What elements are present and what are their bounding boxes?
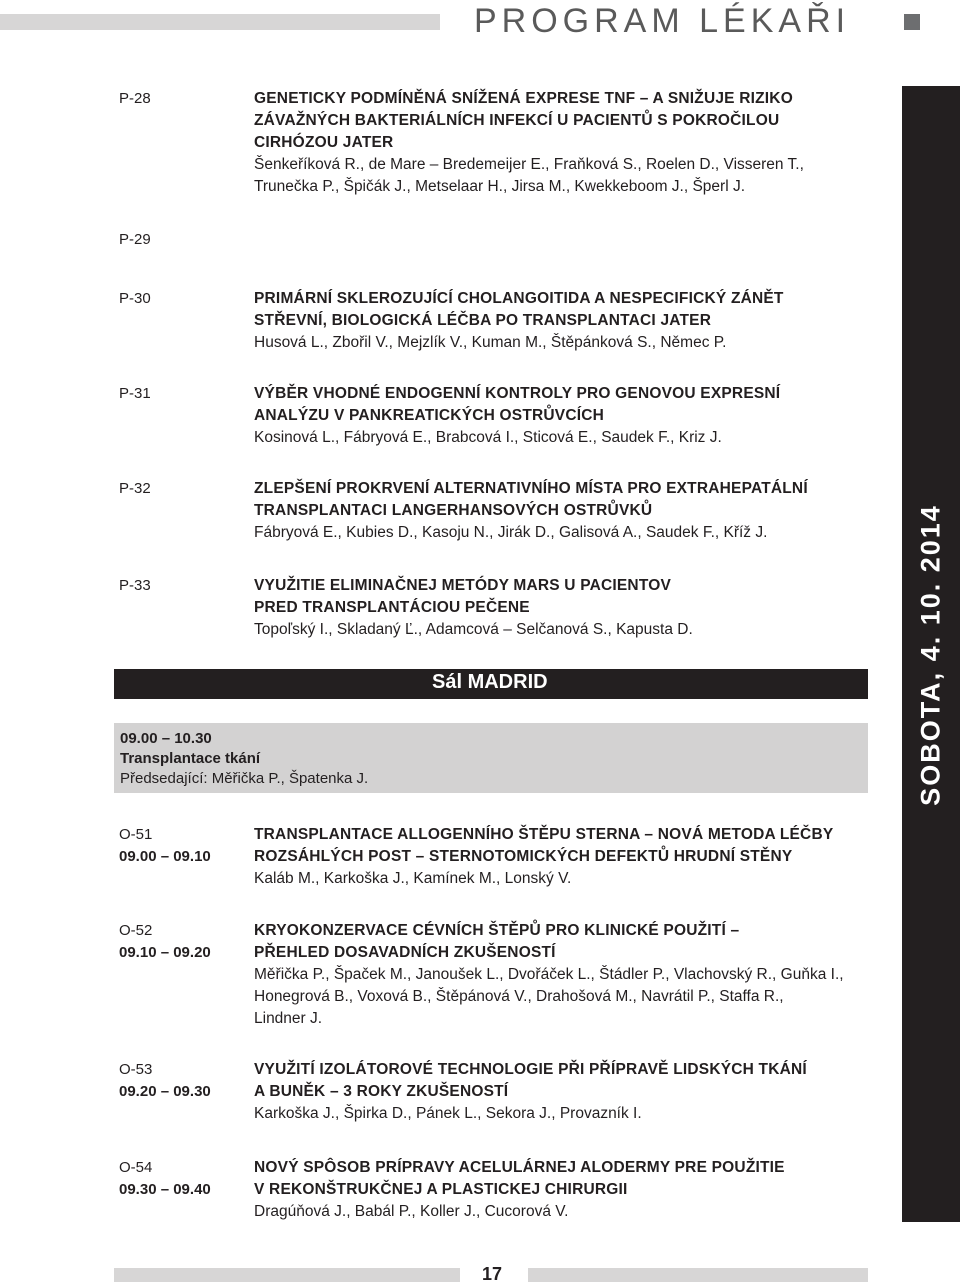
talk-title-line: PŘEHLED DOSAVADNÍCH ZKUŠENOSTÍ (254, 944, 556, 961)
poster-authors-line: Fábryová E., Kubies D., Kasoju N., Jirák D., Galisová A., Saudek F., Kříž J. (254, 524, 768, 541)
talk-code: O-52 (119, 922, 153, 939)
talk-code-block (119, 920, 211, 964)
talk-code-block (119, 1157, 211, 1201)
poster-code: P-32 (119, 480, 151, 497)
poster-authors-line: Šenkeříková R., de Mare – Bredemeijer E., Fraňková S., Roelen D., Visseren T., (254, 156, 804, 173)
poster-title-line: ZLEPŠENÍ PROKRVENÍ ALTERNATIVNÍHO MÍSTA PRO EXTRAHEPATÁLNÍ (254, 480, 808, 497)
poster-title-line: STŘEVNÍ, BIOLOGICKÁ LÉČBA PO TRANSPLANTACI JATER (254, 312, 712, 329)
session-time: 09.00 – 10.30 (120, 730, 212, 747)
talk-title-line: KRYOKONZERVACE CÉVNÍCH ŠTĚPŮ PRO KLINICKÉ POUŽITÍ – (254, 922, 740, 939)
page-header (0, 0, 960, 48)
talk-time: 09.00 – 09.10 (119, 848, 211, 865)
session-chairs: Předsedající: Měřička P., Špatenka J. (120, 770, 369, 787)
poster-code: P-31 (119, 385, 151, 402)
poster-title-line: PRIMÁRNÍ SKLEROZUJÍCÍ CHOLANGOITIDA A NESPECIFICKÝ ZÁNĚT (254, 290, 784, 307)
side-date-label: SOBOTA, 4. 10. 2014 (915, 504, 946, 806)
poster-authors-line: Kosinová L., Fábryová E., Brabcová I., Sticová E., Saudek F., Kriz J. (254, 429, 722, 446)
page-title: PROGRAM LÉKAŘI (474, 2, 851, 40)
poster-title-line: PRED TRANSPLANTÁCIOU PEČENE (254, 599, 530, 616)
talk-authors-line: Honegrová B., Voxová B., Štěpánová V., Drahošová M., Navrátil P., Staffa R., (254, 988, 784, 1005)
poster-code: P-28 (119, 90, 151, 107)
talk-title-line: NOVÝ SPÔSOB PRÍPRAVY ACELULÁRNEJ ALODERMY PRE POUŽITIE (254, 1159, 785, 1176)
talk-time: 09.20 – 09.30 (119, 1083, 211, 1100)
talk-authors-line: Karkoška J., Špirka D., Pánek L., Sekora J., Provazník I. (254, 1105, 642, 1122)
talk-authors-line: Lindner J. (254, 1010, 323, 1027)
talk-time: 09.10 – 09.20 (119, 944, 211, 961)
poster-code: P-30 (119, 290, 151, 307)
talk-title-line: TRANSPLANTACE ALLOGENNÍHO ŠTĚPU STERNA – NOVÁ METODA LÉČBY (254, 826, 834, 843)
poster-authors-line: Husová L., Zbořil V., Mejzlík V., Kuman M., Štěpánková S., Němec P. (254, 334, 727, 351)
poster-title-line: TRANSPLANTACI LANGERHANSOVÝCH OSTRŮVKŮ (254, 502, 653, 519)
poster-authors-line: Topoľský I., Skladaný Ľ., Adamcová – Selčanová S., Kapusta D. (254, 621, 693, 638)
poster-code: P-29 (119, 231, 151, 248)
poster-title-line: CIRHÓZOU JATER (254, 134, 394, 151)
room-name: Sál MADRID (432, 671, 548, 693)
talk-title-line: V REKONŠTRUKČNEJ A PLASTICKEJ CHIRURGII (254, 1181, 628, 1198)
header-decor-square (904, 14, 920, 30)
poster-title-line: ANALÝZU V PANKREATICKÝCH OSTRŮVCÍCH (254, 407, 605, 424)
poster-title-line: ZÁVAŽNÝCH BAKTERIÁLNÍCH INFEKCÍ U PACIENTŮ S POKROČILOU (254, 112, 780, 129)
talk-authors-line: Kaláb M., Karkoška J., Kamínek M., Lonský V. (254, 870, 572, 887)
session-info (114, 723, 868, 793)
poster-authors-line: Trunečka P., Špičák J., Metselaar H., Jirsa M., Kwekkeboom J., Šperl J. (254, 178, 746, 195)
page-number: 17 (482, 1264, 503, 1284)
footer-decor-bar (528, 1268, 868, 1282)
talk-code: O-53 (119, 1061, 153, 1078)
talk-code: O-54 (119, 1159, 153, 1176)
session-name: Transplantace tkání (120, 750, 261, 767)
talk-code: O-51 (119, 826, 153, 843)
talk-title-line: VYUŽITÍ IZOLÁTOROVÉ TECHNOLOGIE PŘI PŘÍPRAVĚ LIDSKÝCH TKÁNÍ (254, 1061, 807, 1078)
room-bar (114, 669, 868, 699)
talk-authors-line: Měřička P., Špaček M., Janoušek L., Dvořáček L., Štádler P., Vlachovský R., Guňka I., (254, 966, 844, 983)
talk-title-line: A BUNĚK – 3 ROKY ZKUŠENOSTÍ (254, 1083, 509, 1100)
talk-code-block (119, 1059, 211, 1103)
talk-title-line: ROZSÁHLÝCH POST – STERNOTOMICKÝCH DEFEKTŮ HRUDNÍ STĚNY (254, 848, 793, 865)
talk-time: 09.30 – 09.40 (119, 1181, 211, 1198)
poster-code: P-33 (119, 577, 151, 594)
header-decor-bar (0, 14, 440, 30)
poster-title-line: VÝBĚR VHODNÉ ENDOGENNÍ KONTROLY PRO GENOVOU EXPRESNÍ (254, 385, 781, 402)
talk-code-block (119, 824, 211, 868)
poster-title-line: VYUŽITIE ELIMINAČNEJ METÓDY MARS U PACIENTOV (254, 577, 672, 594)
poster-title-line: GENETICKY PODMÍNĚNÁ SNÍŽENÁ EXPRESE TNF – A SNIŽUJE RIZIKO (254, 90, 793, 107)
footer-decor-bar (114, 1268, 460, 1282)
talk-authors-line: Dragúňová J., Babál P., Koller J., Cucorová V. (254, 1203, 569, 1220)
